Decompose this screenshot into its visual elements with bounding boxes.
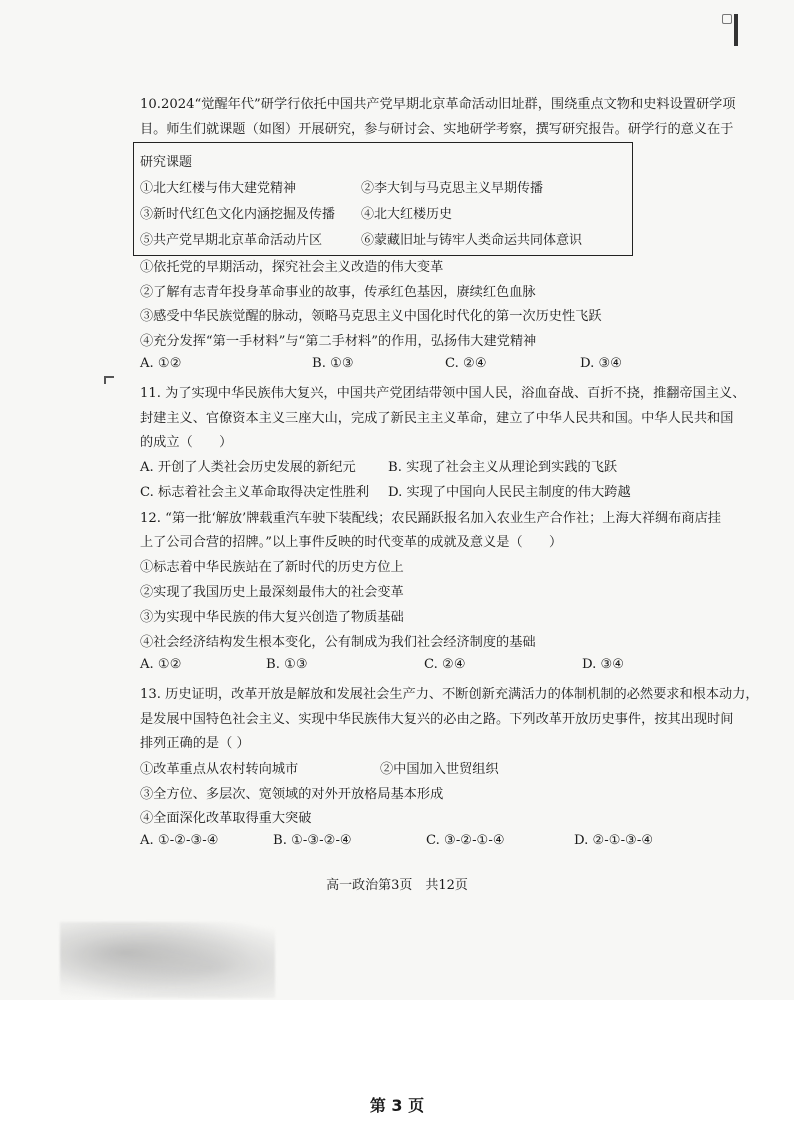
topic-item: ②李大钊与马克思主义早期传播 bbox=[361, 181, 544, 196]
q12-statement: ①标志着中华民族站在了新时代的历史方位上 bbox=[140, 560, 404, 575]
option-a[interactable]: A. ①② bbox=[140, 356, 182, 371]
q12-statement: ②实现了我国历史上最深刻最伟大的社会变革 bbox=[140, 585, 404, 600]
option-d[interactable]: D. 实现了中国向人民民主制度的伟大跨越 bbox=[388, 485, 631, 500]
topic-item: ①北大红楼与伟大建党精神 bbox=[140, 181, 297, 196]
option-c[interactable]: C. ②④ bbox=[445, 356, 487, 371]
q12-stem-line2: 上了公司合营的招牌。”以上事件反映的时代变革的成就及意义是（ ） bbox=[140, 535, 563, 550]
page-footer: 高一政治第3页 共12页 bbox=[326, 878, 468, 893]
scan-mark bbox=[734, 14, 738, 46]
option-b[interactable]: B. ①-③-②-④ bbox=[273, 833, 352, 848]
q11-stem-line3: 的成立（ ） bbox=[140, 435, 233, 450]
q12-options bbox=[140, 657, 700, 681]
scan-mark bbox=[104, 376, 114, 384]
q13-stem-line2: 是发展中国特色社会主义、实现中华民族伟大复兴的必由之路。下列改革开放历史事件，按其出现时间 bbox=[140, 712, 734, 727]
q10-stem-line2: 目。师生们就课题（如图）开展研究，参与研讨会、实地研学考察，撰写研究报告。研学行的意义在于 bbox=[140, 122, 734, 137]
q11-options-row1 bbox=[140, 456, 700, 480]
option-a[interactable]: A. ①-②-③-④ bbox=[140, 833, 219, 848]
page-number-label: 第 3 页 bbox=[369, 1096, 425, 1115]
option-d[interactable]: D. ③④ bbox=[582, 657, 625, 672]
option-d[interactable]: D. ③④ bbox=[580, 356, 623, 371]
q10-statement: ③感受中华民族觉醒的脉动，领略马克思主义中国化时代化的第一次历史性飞跃 bbox=[140, 309, 602, 324]
q13-statement: ①改革重点从农村转向城市 bbox=[140, 762, 299, 777]
option-b[interactable]: B. ①③ bbox=[266, 657, 308, 672]
option-c[interactable]: C. ②④ bbox=[424, 657, 466, 672]
q10-stem-line1: 10.2024“觉醒年代”研学行依托中国共产党早期北京革命活动旧址群，围绕重点文物和史料设置研学项 bbox=[140, 97, 736, 112]
q13-stem-line3: 排列正确的是（ ） bbox=[140, 736, 250, 751]
q13-statement: ③全方位、多层次、宽领域的对外开放格局基本形成 bbox=[140, 787, 444, 802]
topic-item: ③新时代红色文化内涵挖掘及传播 bbox=[140, 207, 336, 222]
topic-item: ④北大红楼历史 bbox=[361, 207, 453, 222]
q13-statements-row1 bbox=[140, 758, 700, 782]
q10-statement: ④充分发挥“第一手材料”与“第二手材料”的作用，弘扬伟大建党精神 bbox=[140, 334, 537, 349]
q10-statement: ①依托党的早期活动，探究社会主义改造的伟大变革 bbox=[140, 260, 444, 275]
scan-mark bbox=[722, 14, 732, 24]
topic-item: ⑤共产党早期北京革命活动片区 bbox=[140, 233, 323, 248]
option-a[interactable]: A. ①② bbox=[140, 657, 182, 672]
research-topics-box bbox=[133, 142, 633, 256]
q12-statement: ④社会经济结构发生根本变化，公有制成为我们社会经济制度的基础 bbox=[140, 635, 536, 650]
q12-statement: ③为实现中华民族的伟大复兴创造了物质基础 bbox=[140, 610, 404, 625]
q13-statement: ②中国加入世贸组织 bbox=[380, 762, 499, 777]
option-a[interactable]: A. 开创了人类社会历史发展的新纪元 bbox=[140, 460, 356, 475]
option-b[interactable]: B. 实现了社会主义从理论到实践的飞跃 bbox=[388, 460, 618, 475]
q10-options bbox=[140, 356, 700, 380]
box-title: 研究课题 bbox=[140, 155, 193, 170]
q12-stem-line1: 12. “第一批‘解放’牌载重汽车驶下装配线；农民踊跃报名加入农业生产合作社；上海大祥绸布商店挂 bbox=[140, 511, 721, 526]
q10-statement: ②了解有志青年投身革命事业的故事，传承红色基因，赓续红色血脉 bbox=[140, 285, 536, 300]
option-b[interactable]: B. ①③ bbox=[312, 356, 354, 371]
q13-stem-line1: 13. 历史证明，改革开放是解放和发展社会生产力、不断创新充满活力的体制机制的必然要求和根本动力， bbox=[140, 687, 759, 702]
q11-stem-line1: 11. 为了实现中华民族伟大复兴，中国共产党团结带领中国人民，浴血奋战、百折不挠，推翻帝国主义、 bbox=[140, 386, 746, 401]
scan-smudge bbox=[60, 922, 275, 998]
option-c[interactable]: C. 标志着社会主义革命取得决定性胜利 bbox=[140, 485, 370, 500]
q11-options-row2 bbox=[140, 481, 700, 505]
q11-stem-line2: 封建主义、官僚资本主义三座大山，完成了新民主主义革命，建立了中华人民共和国。中华人民共和国 bbox=[140, 411, 734, 426]
topic-item: ⑥蒙藏旧址与铸牢人类命运共同体意识 bbox=[361, 233, 583, 248]
option-c[interactable]: C. ③-②-①-④ bbox=[426, 833, 505, 848]
option-d[interactable]: D. ②-①-③-④ bbox=[574, 833, 654, 848]
q13-statement: ④全面深化改革取得重大突破 bbox=[140, 811, 312, 826]
q13-options bbox=[140, 833, 700, 857]
